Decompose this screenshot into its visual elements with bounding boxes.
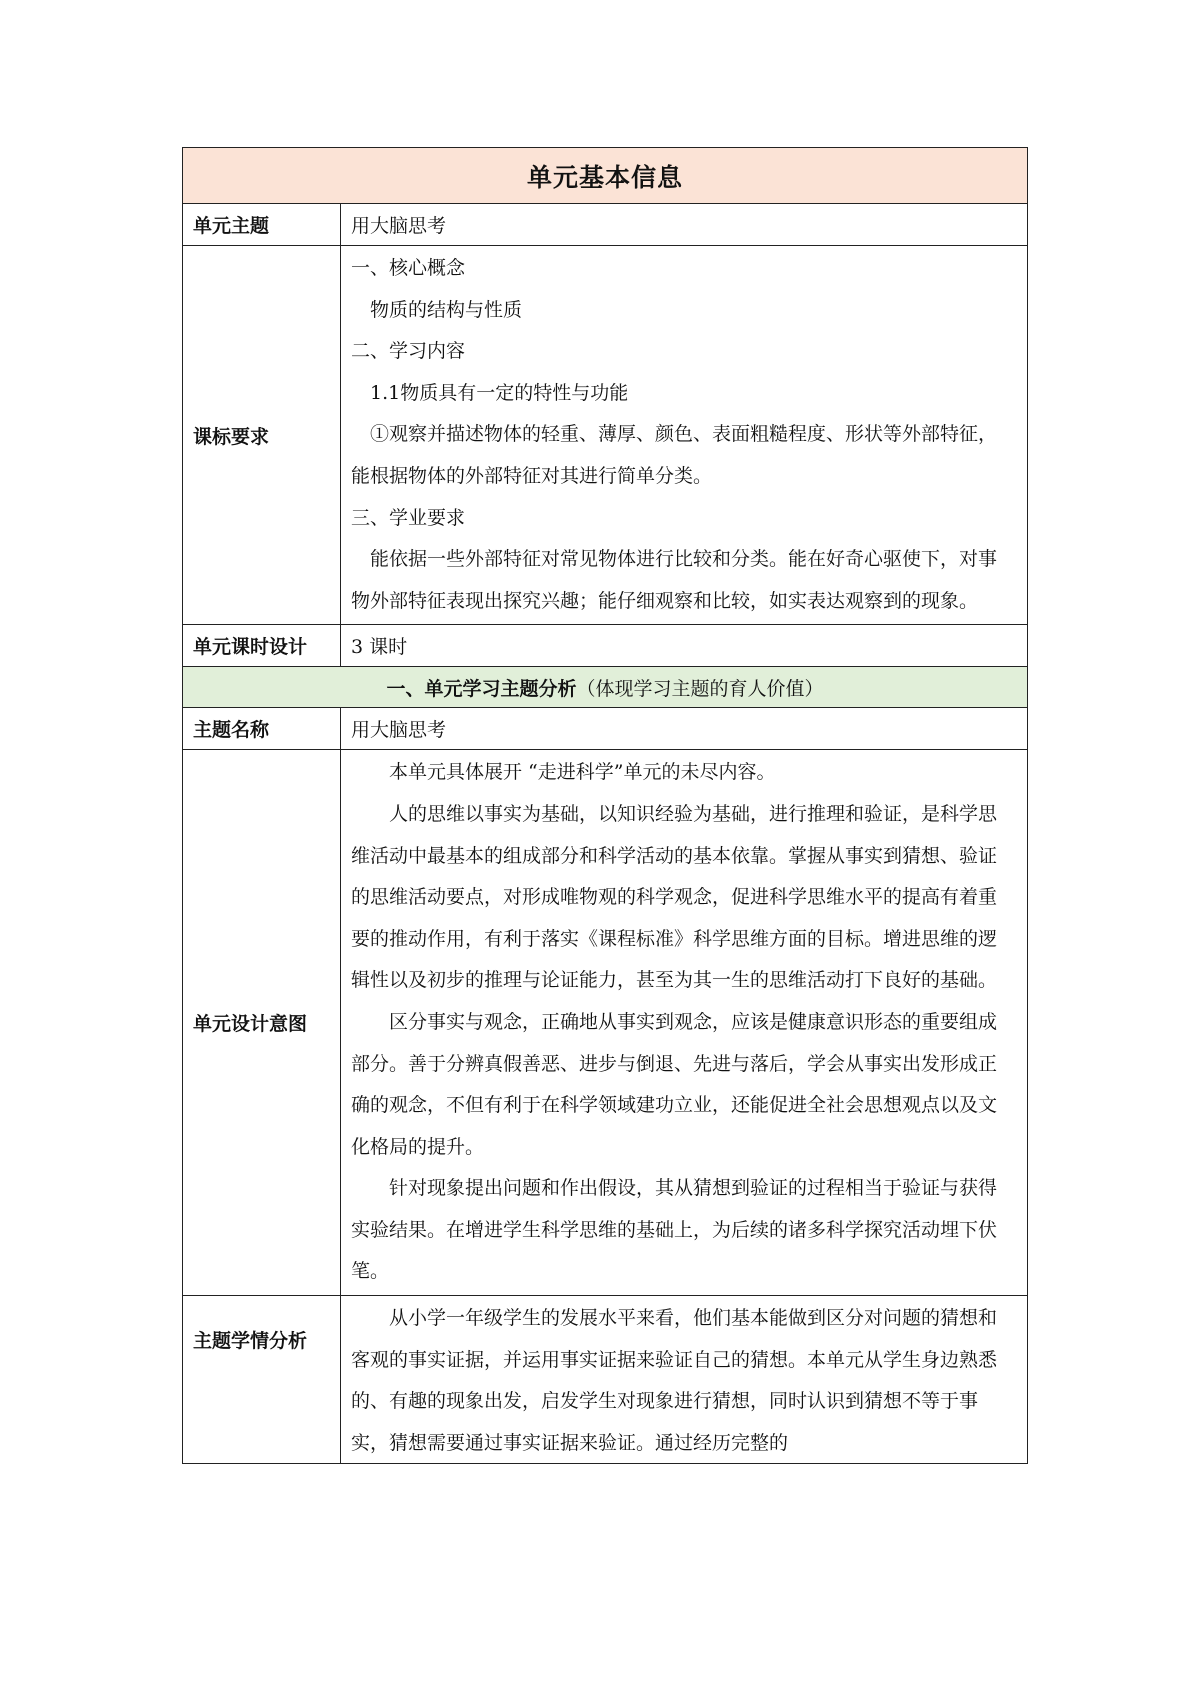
design-intent-row bbox=[183, 750, 1028, 1296]
curriculum-line: 二、学习内容 bbox=[351, 340, 466, 363]
lesson-row bbox=[183, 625, 1028, 667]
unit-theme-label: 单元主题 bbox=[183, 204, 341, 246]
lesson-label: 单元课时设计 bbox=[183, 625, 341, 667]
unit-info-table bbox=[182, 147, 1028, 1464]
learner-paragraph: 从小学一年级学生的发展水平来看，他们基本能做到区分对问题的猜想和客观的事实证据，并运用事实证据来验证自己的猜想。本单元从学生身边熟悉的、有趣的现象出发，启发学生对现象进行猜想，同时认识到猜想不等于事实，猜想需要通过事实证据来验证。通过经历完整的 bbox=[351, 1307, 998, 1454]
section-header bbox=[183, 667, 1028, 708]
learner-analysis-row bbox=[183, 1296, 1028, 1464]
unit-theme-value: 用大脑思考 bbox=[341, 204, 1028, 246]
curriculum-content bbox=[341, 246, 1028, 625]
curriculum-line: 1.1物质具有一定的特性与功能 bbox=[370, 381, 629, 404]
lesson-value: 3 课时 bbox=[341, 625, 1028, 667]
curriculum-line: 能依据一些外部特征对常见物体进行比较和分类。能在好奇心驱使下，对事物外部特征表现出探究兴趣；能仔细观察和比较，如实表达观察到的现象。 bbox=[351, 548, 998, 612]
section-note: （体现学习主题的育人价值） bbox=[576, 677, 824, 700]
curriculum-row bbox=[183, 246, 1028, 625]
table-title: 单元基本信息 bbox=[183, 148, 1028, 204]
design-paragraph: 针对现象提出问题和作出假设，其从猜想到验证的过程相当于验证与获得实验结果。在增进学生科学思维的基础上，为后续的诸多科学探究活动埋下伏笔。 bbox=[351, 1177, 998, 1283]
theme-name-value: 用大脑思考 bbox=[341, 708, 1028, 750]
curriculum-line: 三、学业要求 bbox=[351, 506, 466, 529]
design-paragraph: 区分事实与观念，正确地从事实到观念，应该是健康意识形态的重要组成部分。善于分辨真假善恶、进步与倒退、先进与落后，学会从事实出发形成正确的观念，不但有利于在科学领域建功立业，还能促进全社会思想观点以及文化格局的提升。 bbox=[351, 1010, 998, 1158]
learner-analysis-content bbox=[341, 1296, 1028, 1464]
learner-analysis-label: 主题学情分析 bbox=[183, 1296, 341, 1464]
design-paragraph: 人的思维以事实为基础，以知识经验为基础，进行推理和验证，是科学思维活动中最基本的组成部分和科学活动的基本依靠。掌握从事实到猜想、验证的思维活动要点，对形成唯物观的科学观念，促进科学思维水平的提高有着重要的推动作用，有利于落实《课程标准》科学思维方面的目标。增进思维的逻辑性以及初步的推理与论证能力，甚至为其一生的思维活动打下良好的基础。 bbox=[351, 802, 998, 992]
curriculum-line: 一、核心概念 bbox=[351, 257, 466, 279]
unit-theme-row bbox=[183, 204, 1028, 246]
section-header-row bbox=[183, 667, 1028, 708]
design-intent-label: 单元设计意图 bbox=[183, 750, 341, 1296]
curriculum-label: 课标要求 bbox=[183, 246, 341, 625]
design-intent-content bbox=[341, 750, 1028, 1296]
curriculum-line: 物质的结构与性质 bbox=[370, 298, 523, 321]
section-title: 一、单元学习主题分析 bbox=[386, 677, 577, 700]
theme-name-row bbox=[183, 708, 1028, 750]
table-title-row bbox=[183, 148, 1028, 204]
curriculum-line: ①观察并描述物体的轻重、薄厚、颜色、表面粗糙程度、形状等外部特征，能根据物体的外部特征对其进行简单分类。 bbox=[351, 423, 998, 487]
design-paragraph: 本单元具体展开 “走进科学”单元的未尽内容。 bbox=[389, 761, 776, 784]
theme-name-label: 主题名称 bbox=[183, 708, 341, 750]
